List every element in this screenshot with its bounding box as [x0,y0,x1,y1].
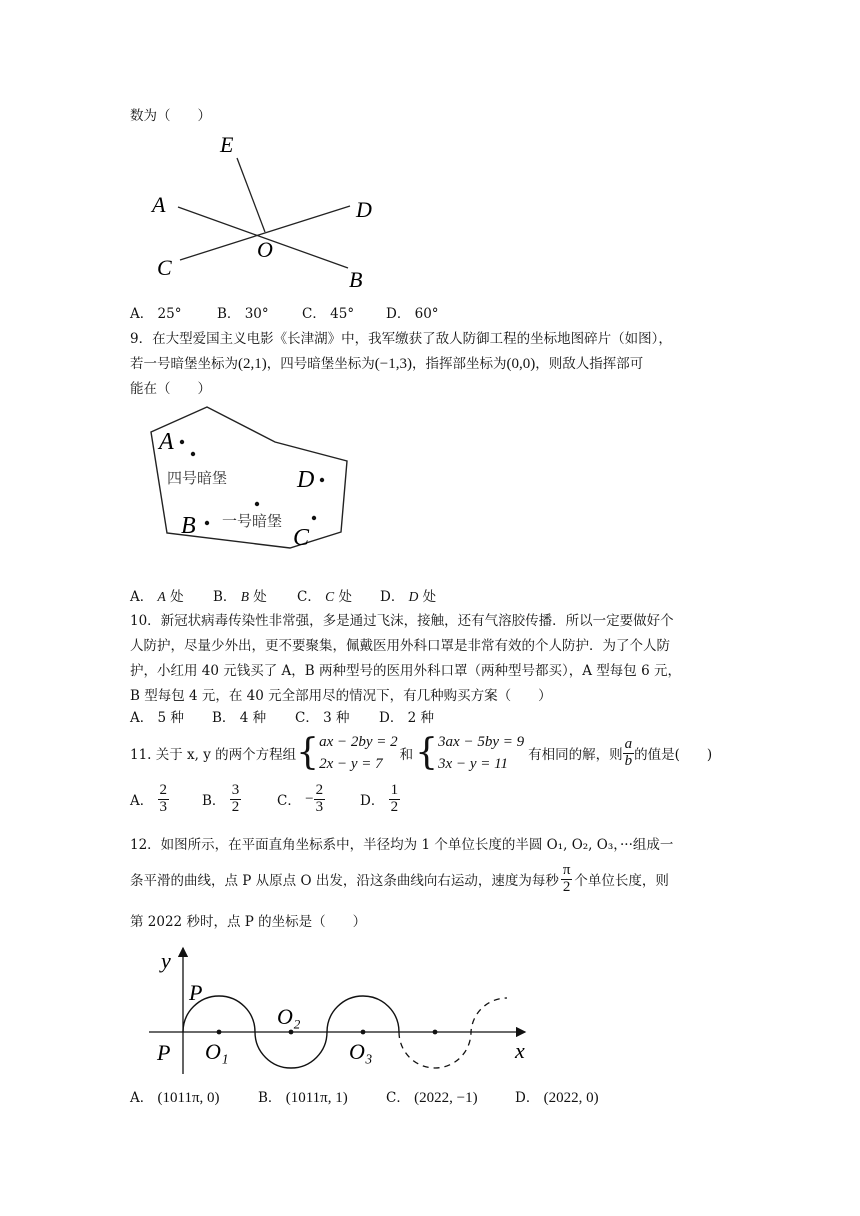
q9-option-a[interactable]: A． A 处 [130,589,184,605]
q12-option-c[interactable]: C． (2022, −1) [386,1090,478,1106]
q9-option-c[interactable]: C． C 处 [297,589,352,605]
q12-curve-figure [145,942,545,1077]
q8-angle-figure [140,130,400,295]
map-bunker4-label: 四号暗堡 [167,469,228,487]
q9-option-b[interactable]: B． B 处 [213,589,267,605]
label-P-origin: P [157,1040,171,1065]
q10-option-a[interactable]: A． 5 种 [130,710,184,726]
q9-line3: 能在（ ） [130,381,211,397]
map-bunker1-label: 一号暗堡 [222,512,283,530]
q8-option-a[interactable]: A． 25° [130,306,182,322]
q10-option-d[interactable]: D． 2 种 [379,710,435,726]
q8-option-b[interactable]: B． 30° [217,306,269,322]
map-dot-C [312,516,316,520]
label-x: x [515,1038,525,1063]
q9-option-d[interactable]: D． D 处 [380,589,437,605]
q11-option-c[interactable]: C． − $\frac{2}{3}$ [277,782,324,815]
q10-line4: B 型每包 4 元，在 40 元全部用尽的情况下，有几种购买方案（ ） [130,688,552,704]
q11-option-b[interactable]: B． $\frac{3}{2}$ [202,782,240,815]
q12-line3: 第 2022 秒时，点 P 的坐标是（ ） [130,914,367,930]
label-O2: O₂ [277,1004,301,1029]
dot-O2 [289,1030,294,1035]
q11-stem: 11. 关于 x, y 的两个方程组 { ax − 2by = 2 2x − y = 7 和 { 3ax − 5by = 9 3x − y = 11 有相同的解，则 $\frac{a}{b}$ 的值是( ) [130,732,713,773]
q10-line2: 人防护，尽量少外出，更不要聚集，佩戴医用外科口罩是非常有效的个人防护．为了个人防 [130,638,670,654]
brace-1: { [296,732,320,773]
q9-line1: 9．在大型爱国主义电影《长津湖》中，我军缴获了敌人防御工程的坐标地图碎片（如图）， [130,331,672,347]
label-y: y [161,948,171,973]
q12-option-b[interactable]: B． (1011π, 1) [258,1090,348,1106]
map-label-D: D [297,467,315,493]
system-2: 3ax − 5by = 9 3x − y = 11 [438,734,525,772]
label-E: E [220,132,234,157]
label-D: D [356,197,372,222]
map-dot-D [320,478,324,482]
label-C: C [157,255,172,280]
fraction-a-over-b: $\frac{a}{b}$ [624,735,633,769]
label-O3: O₃ [349,1039,373,1064]
map-label-C: C [293,525,310,551]
label-O1: O₁ [205,1039,229,1064]
q10-line1: 10．新冠状病毒传染性非常强，多是通过飞沫，接触，还有气溶胶传播．所以一定要做好个 [130,613,674,629]
q8-option-c[interactable]: C． 45° [302,306,355,322]
q10-line3: 护，小红用 40 元钱买了 A，B 两种型号的医用外科口罩（两种型号都买），A 型每包 6 元， [130,663,681,679]
dot-O3 [361,1030,366,1035]
q9-line2: 若一号暗堡坐标为(2,1)，四号暗堡坐标为(−1,3)，指挥部坐标为(0,0)，则敌人指挥部可 [130,356,644,372]
q8-option-d[interactable]: D． 60° [386,306,439,322]
label-A: A [152,192,166,217]
label-B: B [349,267,363,292]
dot-O4 [433,1030,438,1035]
q12-line2: 条平滑的曲线，点 P 从原点 O 出发，沿这条曲线向右运动，速度为每秒 $\frac{\pi}{2}$ 个单位长度，则 [130,862,669,895]
map-label-A: A [159,429,174,455]
dot-O1 [217,1030,222,1035]
dashed-curve [399,998,507,1068]
map-label-B: B [181,513,196,539]
ray-OE [237,158,265,232]
q9-map-fragment [145,402,360,552]
q11-option-d[interactable]: D． $\frac{1}{2}$ [360,782,399,815]
speed-fraction: $\frac{\pi}{2}$ [562,862,571,895]
q8-tail: 数为（ ） [130,108,211,124]
map-dot-bunker1 [255,502,259,506]
map-dot-B [205,521,209,525]
q12-option-a[interactable]: A． (1011π, 0) [130,1090,220,1106]
q11-option-a[interactable]: A． $\frac{2}{3}$ [130,782,168,815]
label-P-top: P [189,980,203,1005]
map-dot-bunker4 [191,452,195,456]
map-dot-A [180,440,184,444]
q12-line1: 12．如图所示，在平面直角坐标系中，半径均为 1 个单位长度的半圆 O₁, O₂, O₃，···组成一 [130,837,674,853]
label-O: O [257,237,273,262]
q12-option-d[interactable]: D． (2022, 0) [515,1090,599,1106]
brace-2: { [415,732,439,773]
q10-option-c[interactable]: C． 3 种 [295,710,350,726]
system-1: ax − 2by = 2 2x − y = 7 [319,734,398,772]
q10-option-b[interactable]: B． 4 种 [212,710,267,726]
